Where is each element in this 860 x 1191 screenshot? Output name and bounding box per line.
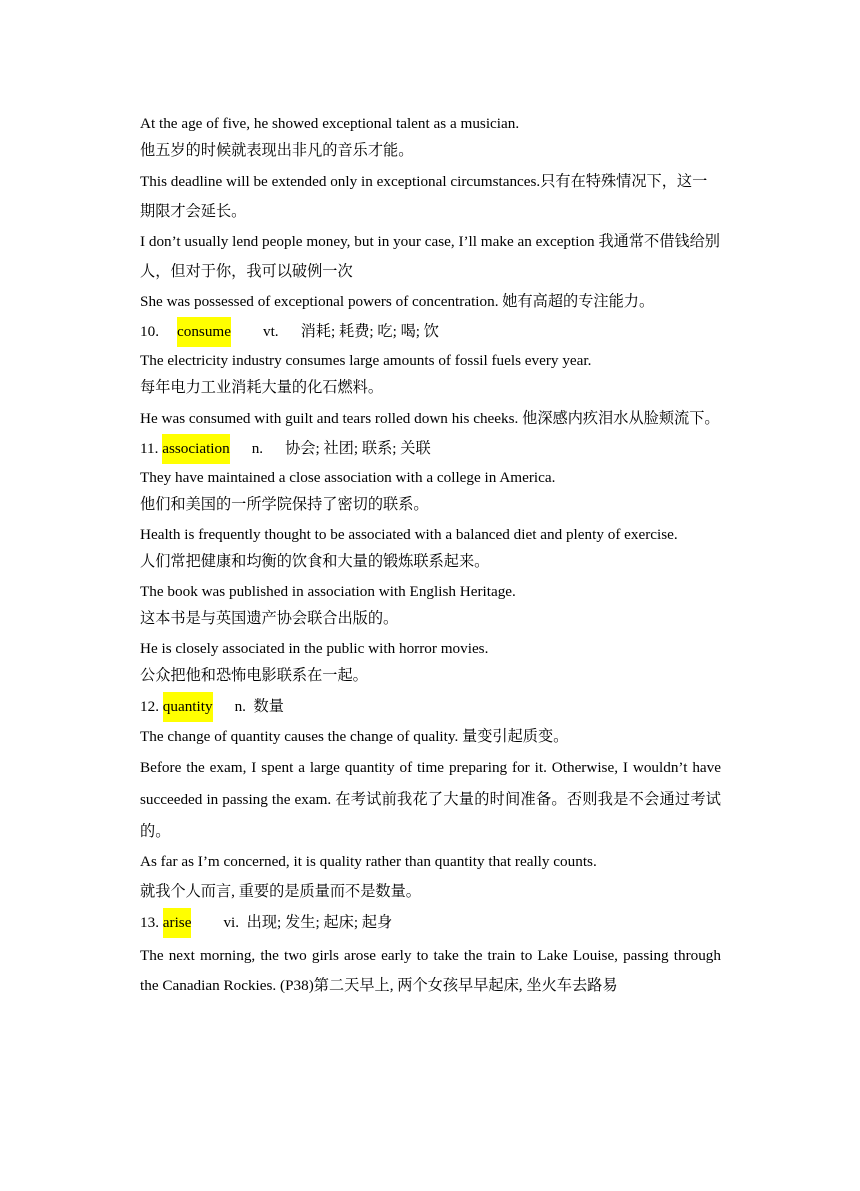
example-translation-zh: 这本书是与英国遗产协会联合出版的。 — [140, 610, 399, 627]
example-sentence-en: At the age of five, he showed exceptional talent as a musician. — [140, 115, 520, 132]
example-sentence: Before the exam, I spent a large quantity of time preparing for it. Otherwise, I wouldn’t have succeeded in passing the exam. 在考试前我花了大量的时间准备。否则我是不会通过考试的。 — [140, 759, 721, 840]
entry-number: 13. — [140, 914, 159, 931]
example-sentence: I don’t usually lend people money, but in your case, I’ll make an exception 我通常不借钱给别人，但对于你，我可以破例一次 — [140, 233, 720, 280]
vocab-entry-arise — [140, 908, 721, 938]
example-sentence-en: He is closely associated in the public with horror movies. — [140, 640, 489, 657]
highlighted-word: quantity — [163, 692, 213, 722]
example-sentence-en: Health is frequently thought to be associated with a balanced diet and plenty of exercise. — [140, 526, 678, 543]
entry-number: 10. — [140, 323, 159, 340]
example-sentence-en: They have maintained a close association with a college in America. — [140, 469, 556, 486]
example-sentence: This deadline will be extended only in exceptional circumstances.只有在特殊情况下，这一期限才会延长。 — [140, 173, 708, 220]
vocab-entry-association — [140, 434, 721, 464]
highlighted-word: arise — [163, 908, 192, 938]
example-translation-zh: 他五岁的时候就表现出非凡的音乐才能。 — [140, 142, 414, 159]
example-translation-zh: 每年电力工业消耗大量的化石燃料。 — [140, 379, 383, 396]
example-translation-zh: 公众把他和恐怖电影联系在一起。 — [140, 667, 368, 684]
document-body — [140, 110, 721, 1001]
highlighted-word: association — [162, 434, 229, 464]
word-meaning: 数量 — [253, 698, 284, 715]
highlighted-word: consume — [177, 317, 231, 347]
example-translation-zh: 人们常把健康和均衡的饮食和大量的锻炼联系起来。 — [140, 553, 490, 570]
example-translation-zh: 就我个人而言, 重要的是质量而不是数量。 — [140, 883, 421, 900]
part-of-speech: vt. — [262, 323, 279, 340]
example-sentence-en: As far as I’m concerned, it is quality rather than quantity that really counts. — [140, 853, 597, 870]
vocab-entry-consume — [140, 317, 721, 347]
word-meaning: 协会; 社团; 联系; 关联 — [285, 440, 431, 457]
example-translation-zh: 他们和美国的一所学院保持了密切的联系。 — [140, 496, 429, 513]
part-of-speech: n. — [251, 440, 264, 457]
example-sentence-en: The electricity industry consumes large amounts of fossil fuels every year. — [140, 352, 592, 369]
entry-number: 11. — [140, 440, 159, 457]
example-sentence: He was consumed with guilt and tears rolled down his cheeks. 他深感内疚泪水从脸颊流下。 — [140, 410, 720, 427]
word-meaning: 消耗; 耗费; 吃; 喝; 饮 — [300, 323, 439, 340]
vocab-entry-quantity — [140, 692, 721, 722]
entry-number: 12. — [140, 698, 159, 715]
word-meaning: 出现; 发生; 起床; 起身 — [246, 914, 393, 931]
example-sentence-en: The book was published in association with English Heritage. — [140, 583, 516, 600]
part-of-speech: n. — [234, 698, 246, 715]
example-sentence: The change of quantity causes the change of quality. 量变引起质变。 — [140, 728, 569, 745]
part-of-speech: vi. — [223, 914, 240, 931]
example-sentence: She was possessed of exceptional powers of concentration. 她有高超的专注能力。 — [140, 293, 655, 310]
example-sentence: The next morning, the two girls arose early to take the train to Lake Louise, passing through the Canadian Rockies. (P38)第二天早上, 两个女孩早早起床, 坐火车去路易 — [140, 947, 721, 994]
